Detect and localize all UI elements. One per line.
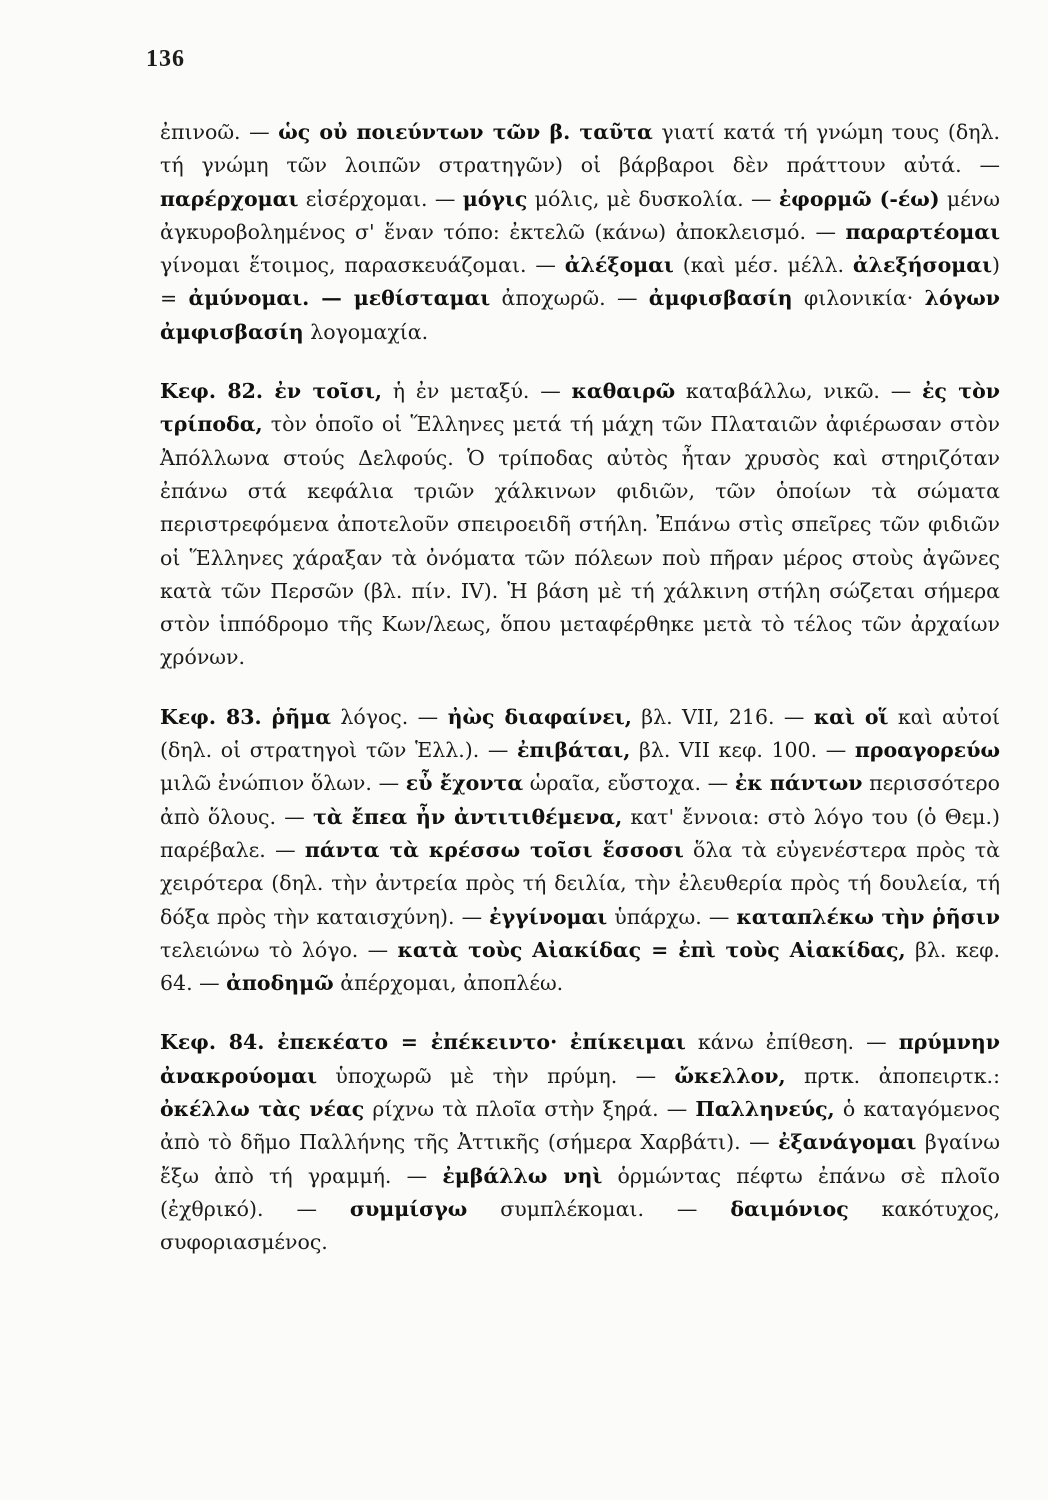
gloss-text: ἐπινοῶ. — [160, 120, 279, 144]
lemma-text: παραρτέομαι [845, 219, 1000, 244]
lemma-text: ἀλέξομαι [564, 253, 674, 278]
gloss-text: ὡραῖα, εὔστοχα. — [523, 771, 735, 796]
lemma-text: τὰ ἔπεα ἦν ἀντιτιθέμενα, [313, 804, 623, 829]
gloss-text: μόλις, μὲ δυσκολία. — [527, 186, 779, 211]
lemma-text: μόγις [462, 186, 528, 211]
lemma-text: ἀμύνομαι. — μεθίσταμαι [188, 286, 491, 311]
gloss-text: ὑπάρχω. — [607, 904, 737, 929]
gloss-text: βλ. VII, 216. — [631, 704, 814, 729]
lemma-text: καθαιρῶ [571, 379, 676, 404]
lemma-text: συμμίσγω [349, 1196, 468, 1221]
gloss-text: καταβάλλω, νικῶ. — [675, 379, 922, 404]
gloss-text: γιατί κατά τή γνώμη τους (δηλ. τή γνώμη τῶν λοιπῶν στρατηγῶν) οἱ βάρβαροι δὲν πράττουν αὐτά. — [160, 120, 1000, 178]
gloss-text: λόγος. — [330, 704, 448, 729]
gloss-text: ) = [160, 253, 1000, 311]
gloss-text: κακότυχος, συφοριασμένος. [160, 1196, 1000, 1255]
lemma-text: Κεφ. 84. ἐπεκέατο = ἐπέκειντο· ἐπίκειμαι [160, 1030, 686, 1055]
lemma-text: ἐφορμῶ (-έω) [778, 186, 940, 211]
gloss-text: ρίχνω τὰ πλοῖα στὴν ξηρά. — [364, 1097, 696, 1122]
paragraph-ch84-glosses [160, 1026, 1000, 1259]
lemma-text: ἐκ πάντων [734, 771, 863, 796]
lemma-text: εὖ ἔχοντα [405, 771, 524, 796]
gloss-text: τὸν ὁποῖο οἱ Ἕλληνες μετά τή μάχη τῶν Πλαταιῶν ἀφιέρωσαν στὸν Ἀπόλλωνα στούς Δελφούς. Ὁ τρίποδας αὐτὸς ἦταν χρυσὸς καὶ στηριζόταν ἐπάνω στά κεφάλια τριῶν χάλκινων φιδιῶν, τῶν ὁποίων τὰ σώματα περιστρεφόμενα ἀποτελοῦν σπειροειδῆ στήλη. Ἐπάνω στὶς σπεῖρες τῶν φιδιῶν οἱ Ἕλληνες χάραξαν τὰ ὀνόματα τῶν πόλεων ποὺ πῆραν μέρος στοὺς ἀγῶνες κατὰ τῶν Περσῶν (βλ. πίν. IV). Ἡ βάση μὲ τή χάλκινη στήλη σώζεται σήμερα στὸν ἱππόδρομο τῆς Κων/λεως, ὅπου μεταφέρθηκε μετὰ τὸ τέλος τῶν ἀρχαίων χρόνων. [160, 412, 1000, 670]
gloss-text: τελειώνω τὸ λόγο. — [160, 937, 398, 962]
gloss-text: βγαίνω ἔξω ἀπὸ τή γραμμή. — [160, 1130, 1001, 1188]
paragraph-ch81-glosses [160, 116, 1000, 349]
lemma-text: παρέρχομαι [160, 186, 299, 211]
gloss-text: ὑποχωρῶ μὲ τὴν πρύμη. — [317, 1063, 675, 1088]
paragraph-ch83-glosses [160, 701, 1000, 1001]
lemma-text: κατὰ τοὺς Αἰακίδας = ἐπὶ τοὺς Αἰακίδας, [397, 937, 906, 962]
gloss-text: ἡ ἐν μεταξύ. — [382, 379, 572, 404]
page-number: 136 [146, 46, 185, 72]
gloss-text: (καὶ μέσ. μέλλ. [673, 253, 853, 278]
gloss-text: μιλῶ ἐνώπιον ὅλων. — [160, 771, 406, 796]
gloss-text: πρτκ. ἀποπειρτκ.: [785, 1063, 1000, 1088]
gloss-text: ὅλα τὰ εὐγενέστερα πρὸς τὰ χειρότερα (δηλ. τὴν ἀντρεία πρὸς τή δειλία, τὴν ἐλευθερία πρὸς τή δουλεία, τή δόξα πρὸς τὴν καταισχύνη). — [160, 837, 1000, 929]
gloss-text: βλ. VII κεφ. 100. — [630, 738, 855, 763]
lemma-text: Κεφ. 82. ἐν τοῖσι, [160, 379, 383, 404]
lemma-text: ἀποδημῶ [226, 971, 334, 996]
lemma-text: δαιμόνιος [730, 1196, 849, 1221]
gloss-text: γίνομαι ἕτοιμος, παρασκευάζομαι. — [160, 253, 565, 278]
lemma-text: ἐπιβάται, [516, 738, 631, 763]
page-body [160, 116, 1000, 1260]
lemma-text: ἐγγίνομαι [489, 904, 608, 929]
gloss-text: λογομαχία. [303, 319, 429, 344]
lemma-text: προαγορεύω [854, 738, 1000, 763]
lemma-text: ἠὼς διαφαίνει, [447, 704, 632, 729]
lemma-text: ὤκελλον, [674, 1063, 786, 1088]
gloss-text: ἀποχωρῶ. — [490, 286, 649, 311]
lemma-text: πάντα τὰ κρέσσω τοῖσι ἕσσοσι [304, 837, 684, 862]
lemma-text: ὀκέλλω τὰς νέας [160, 1097, 365, 1122]
lemma-text: ἐμβάλλω νηὶ [442, 1163, 603, 1188]
gloss-text: καὶ αὐτοί (δηλ. οἱ στρατηγοὶ τῶν Ἑλλ.). — [160, 704, 1000, 763]
gloss-text: κάνω ἐπίθεση. — [685, 1030, 899, 1055]
lemma-text: καταπλέκω τὴν ῥῆσιν [736, 904, 1000, 929]
gloss-text: φιλονικία· [792, 286, 925, 311]
lemma-text: πρύμνην ἀνακρούομαι [160, 1030, 1000, 1088]
lemma-text: λόγων ἀμφισβασίη [160, 286, 1000, 344]
lemma-text: ἐς τὸν τρίποδα, [160, 379, 1000, 437]
gloss-text: ὁ καταγόμενος ἀπὸ τὸ δῆμο Παλλήνης τῆς Ἀττικῆς (σήμερα Χαρβάτι). — [160, 1097, 1000, 1155]
lemma-text: ἀλεξήσομαι [852, 253, 992, 278]
gloss-text: περισσότερο ἀπὸ ὅλους. — [160, 771, 1000, 829]
lemma-text: καὶ οἵ [813, 704, 889, 729]
gloss-text: βλ. κεφ. 64. — [160, 937, 1000, 996]
lemma-text: Κεφ. 83. ῥῆμα [160, 704, 331, 729]
gloss-text: ὁρμώντας πέφτω ἐπάνω σὲ πλοῖο (ἐχθρικό). — [160, 1163, 1000, 1221]
lemma-text: ἐξανάγομαι [778, 1130, 917, 1155]
gloss-text: εἰσέρχομαι. — [298, 186, 463, 211]
lemma-text: ἀμφισβασίη [648, 286, 793, 311]
gloss-text: συμπλέκομαι. — [467, 1196, 731, 1221]
lemma-text: Παλληνεύς, [695, 1097, 835, 1122]
gloss-text: ἀπέρχομαι, ἀποπλέω. [333, 971, 564, 996]
gloss-text: κατ' ἔννοια: στὸ λόγο του (ὁ Θεμ.) παρέβαλε. — [160, 804, 1000, 862]
lemma-text: ὡς οὐ ποιεύντων τῶν β. ταῦτα [278, 120, 653, 144]
paragraph-ch82-glosses [160, 375, 1000, 675]
gloss-text: μένω ἀγκυροβολημένος σ' ἕναν τόπο: ἐκτελῶ (κάνω) ἀποκλεισμό. — [160, 186, 1000, 244]
